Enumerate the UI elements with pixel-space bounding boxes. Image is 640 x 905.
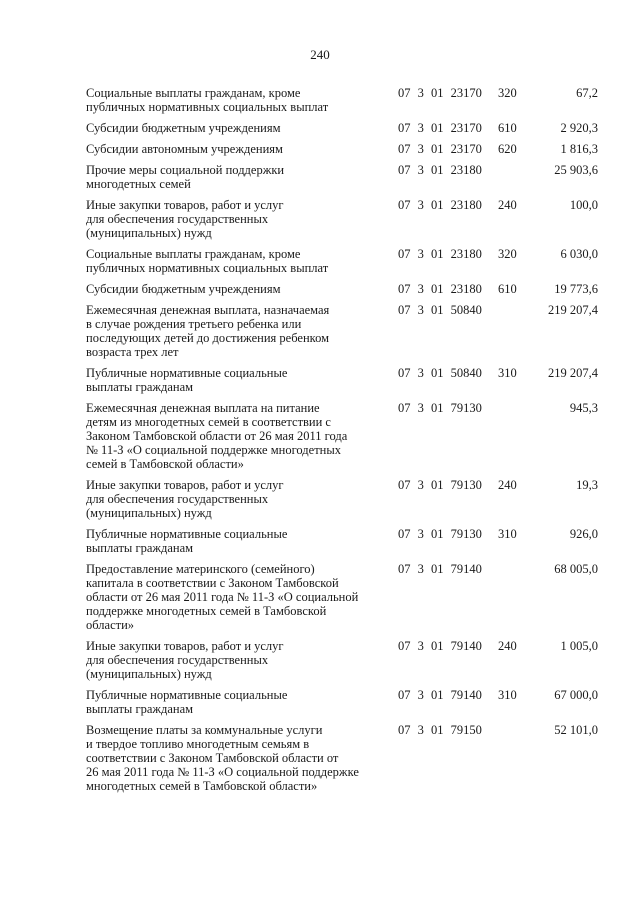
page-number: 240 (310, 47, 330, 62)
table-row (0, 688, 640, 716)
row-code: 07 3 01 79130 (398, 478, 482, 492)
row-amount: 926,0 (569, 527, 598, 541)
table-row (0, 282, 640, 296)
row-name: Публичные нормативные социальные выплаты гражданам (86, 366, 288, 394)
row-amount: 219 207,4 (548, 366, 598, 380)
row-name: Субсидии автономным учреждениям (86, 142, 283, 156)
row-amount: 6 030,0 (560, 247, 598, 261)
row-expense-type: 240 (498, 639, 517, 653)
row-amount: 1 005,0 (560, 639, 598, 653)
table-row (0, 163, 640, 191)
table-row (0, 303, 640, 359)
row-amount: 219 207,4 (548, 303, 598, 317)
row-amount: 67,2 (576, 86, 598, 100)
row-code: 07 3 01 23180 (398, 282, 482, 296)
row-amount: 52 101,0 (554, 723, 598, 737)
row-name: Субсидии бюджетным учреждениям (86, 121, 281, 135)
table-row (0, 86, 640, 114)
row-name: Ежемесячная денежная выплата на питание детям из многодетных семей в соответствии с Законом Тамбовской области от 26 мая 2011 года № 11-З «О социальной поддержке многодетных семей в Тамбовской области» (86, 401, 348, 471)
table-row (0, 723, 640, 793)
row-expense-type: 310 (498, 688, 517, 702)
row-name: Социальные выплаты гражданам, кроме публичных нормативных социальных выплат (86, 86, 329, 114)
row-expense-type: 320 (498, 247, 517, 261)
row-code: 07 3 01 79140 (398, 688, 482, 702)
row-code: 07 3 01 23180 (398, 198, 482, 212)
row-amount: 67 000,0 (554, 688, 598, 702)
table-row (0, 142, 640, 156)
row-amount: 945,3 (569, 401, 598, 415)
table-row (0, 527, 640, 555)
row-expense-type: 320 (498, 86, 517, 100)
table-row (0, 198, 640, 240)
row-amount: 1 816,3 (560, 142, 598, 156)
table-row (0, 639, 640, 681)
row-expense-type: 240 (498, 478, 517, 492)
row-code: 07 3 01 23180 (398, 247, 482, 261)
row-amount: 2 920,3 (560, 121, 598, 135)
table-row (0, 247, 640, 275)
table-row (0, 478, 640, 520)
row-code: 07 3 01 79130 (398, 401, 482, 415)
row-name: Иные закупки товаров, работ и услуг для обеспечения государственных (муниципальных) нужд (86, 478, 284, 520)
row-code: 07 3 01 23170 (398, 86, 482, 100)
row-amount: 68 005,0 (554, 562, 598, 576)
row-amount: 19 773,6 (554, 282, 598, 296)
row-expense-type: 240 (498, 198, 517, 212)
row-name: Иные закупки товаров, работ и услуг для обеспечения государственных (муниципальных) нужд (86, 639, 284, 681)
row-code: 07 3 01 23170 (398, 142, 482, 156)
row-name: Субсидии бюджетным учреждениям (86, 282, 281, 296)
budget-table (0, 86, 640, 800)
row-name: Публичные нормативные социальные выплаты гражданам (86, 688, 288, 716)
row-code: 07 3 01 23180 (398, 163, 482, 177)
row-expense-type: 610 (498, 282, 517, 296)
row-name: Ежемесячная денежная выплата, назначаемая в случае рождения третьего ребенка или последующих детей до достижения ребенком возраста трех лет (86, 303, 330, 359)
table-row (0, 366, 640, 394)
row-name: Прочие меры социальной поддержки многодетных семей (86, 163, 285, 191)
row-code: 07 3 01 23170 (398, 121, 482, 135)
row-name: Предоставление материнского (семейного) капитала в соответствии с Законом Тамбовской области от 26 мая 2011 года № 11-З «О социальной поддержке многодетных семей в Тамбовской области» (86, 562, 359, 632)
row-name: Социальные выплаты гражданам, кроме публичных нормативных социальных выплат (86, 247, 329, 275)
row-name: Возмещение платы за коммунальные услуги и твердое топливо многодетным семьям в соответствии с Законом Тамбовской области от 26 мая 2011 года № 11-З «О социальной поддержке многодетных семей в Тамбовской области» (86, 723, 359, 793)
row-code: 07 3 01 79140 (398, 639, 482, 653)
row-expense-type: 610 (498, 121, 517, 135)
row-name: Иные закупки товаров, работ и услуг для обеспечения государственных (муниципальных) нужд (86, 198, 284, 240)
row-code: 07 3 01 50840 (398, 366, 482, 380)
row-amount: 25 903,6 (554, 163, 598, 177)
table-row (0, 121, 640, 135)
table-row (0, 562, 640, 632)
row-code: 07 3 01 50840 (398, 303, 482, 317)
row-code: 07 3 01 79130 (398, 527, 482, 541)
row-amount: 100,0 (569, 198, 598, 212)
table-row (0, 401, 640, 471)
row-name: Публичные нормативные социальные выплаты гражданам (86, 527, 288, 555)
row-code: 07 3 01 79140 (398, 562, 482, 576)
row-expense-type: 310 (498, 527, 517, 541)
row-code: 07 3 01 79150 (398, 723, 482, 737)
row-expense-type: 310 (498, 366, 517, 380)
row-amount: 19,3 (576, 478, 598, 492)
row-expense-type: 620 (498, 142, 517, 156)
